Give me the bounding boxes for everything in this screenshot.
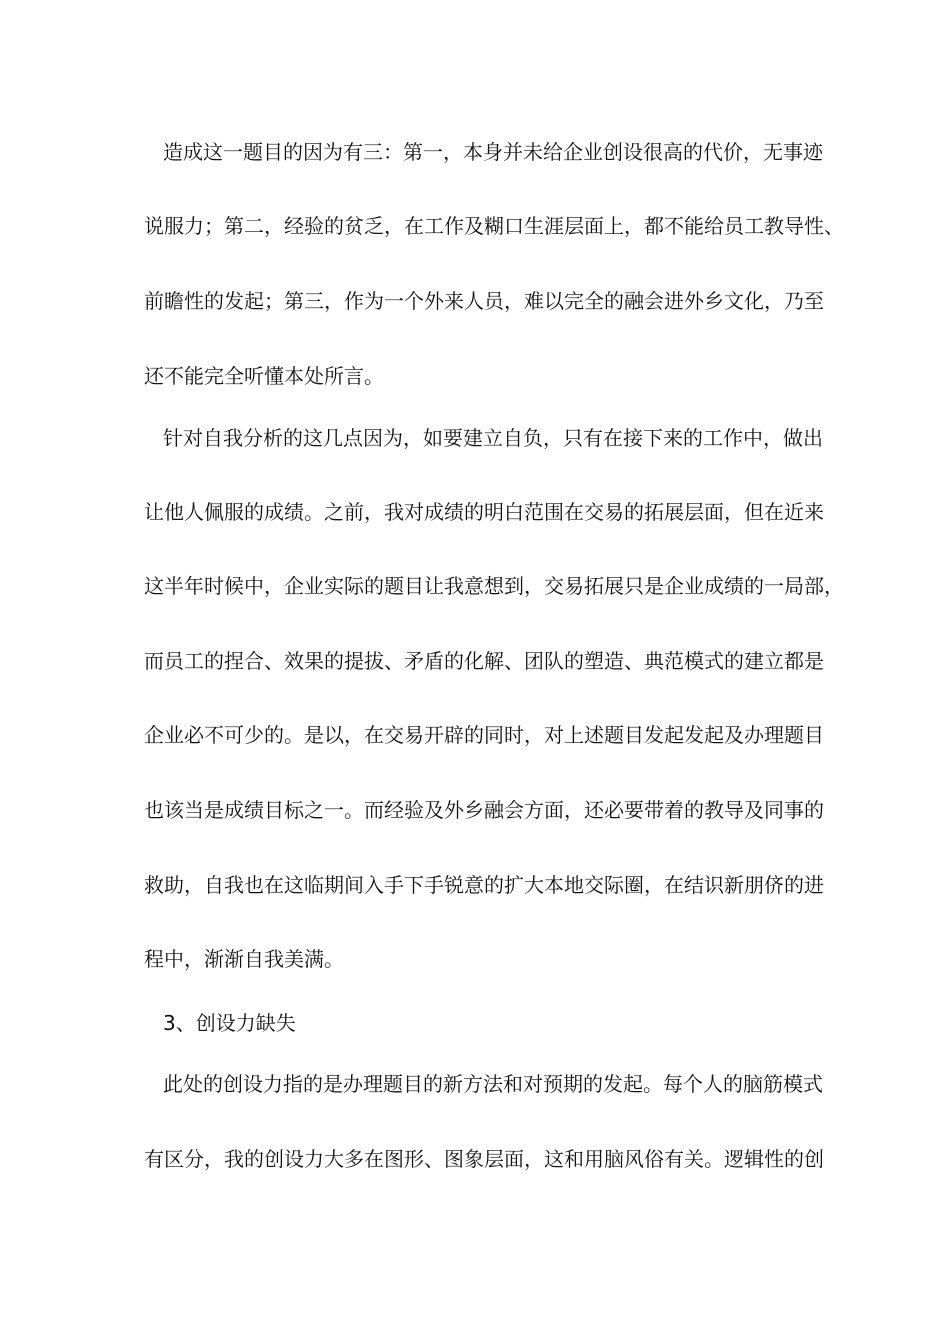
paragraph-line: 而员工的捏合、效果的提拔、矛盾的化解、团队的塑造、典范模式的建立都是: [144, 649, 824, 673]
paragraph-line: 此处的创设力指的是办理题目的新方法和对预期的发起。每个人的脑筋模式: [163, 1072, 823, 1096]
paragraph-line: 还不能完全听懂本处所言。: [144, 364, 384, 388]
section-heading: 3、创设力缺失: [163, 1011, 296, 1035]
paragraph-line: 也该当是成绩目标之一。而经验及外乡融会方面，还必要带着的教导及同事的: [144, 798, 824, 822]
paragraph-line: 程中，渐渐自我美满。: [144, 947, 344, 971]
paragraph-line: 这半年时候中，企业实际的题目让我意想到，交易拓展只是企业成绩的一局部，: [144, 574, 844, 598]
paragraph-line: 针对自我分析的这几点因为，如要建立自负，只有在接下来的工作中，做出: [163, 426, 823, 450]
paragraph-line: 造成这一题目的因为有三：第一，本身并未给企业创设很高的代价，无事迹: [163, 140, 823, 164]
paragraph-line: 前瞻性的发起；第三，作为一个外来人员，难以完全的融会进外乡文化，乃至: [144, 289, 824, 313]
paragraph-line: 救助，自我也在这临期间入手下手锐意的扩大本地交际圈，在结识新朋侪的进: [144, 873, 824, 897]
paragraph-line: 说服力；第二，经验的贫乏，在工作及糊口生涯层面上，都不能给员工教导性、: [144, 214, 844, 238]
paragraph-line: 让他人佩服的成绩。之前，我对成绩的明白范围在交易的拓展层面，但在近来: [144, 500, 824, 524]
paragraph-line: 企业必不可少的。是以，在交易开辟的同时，对上述题目发起发起及办理题目: [144, 723, 824, 747]
paragraph-line: 有区分，我的创设力大多在图形、图象层面，这和用脑风俗有关。逻辑性的创: [144, 1147, 824, 1171]
